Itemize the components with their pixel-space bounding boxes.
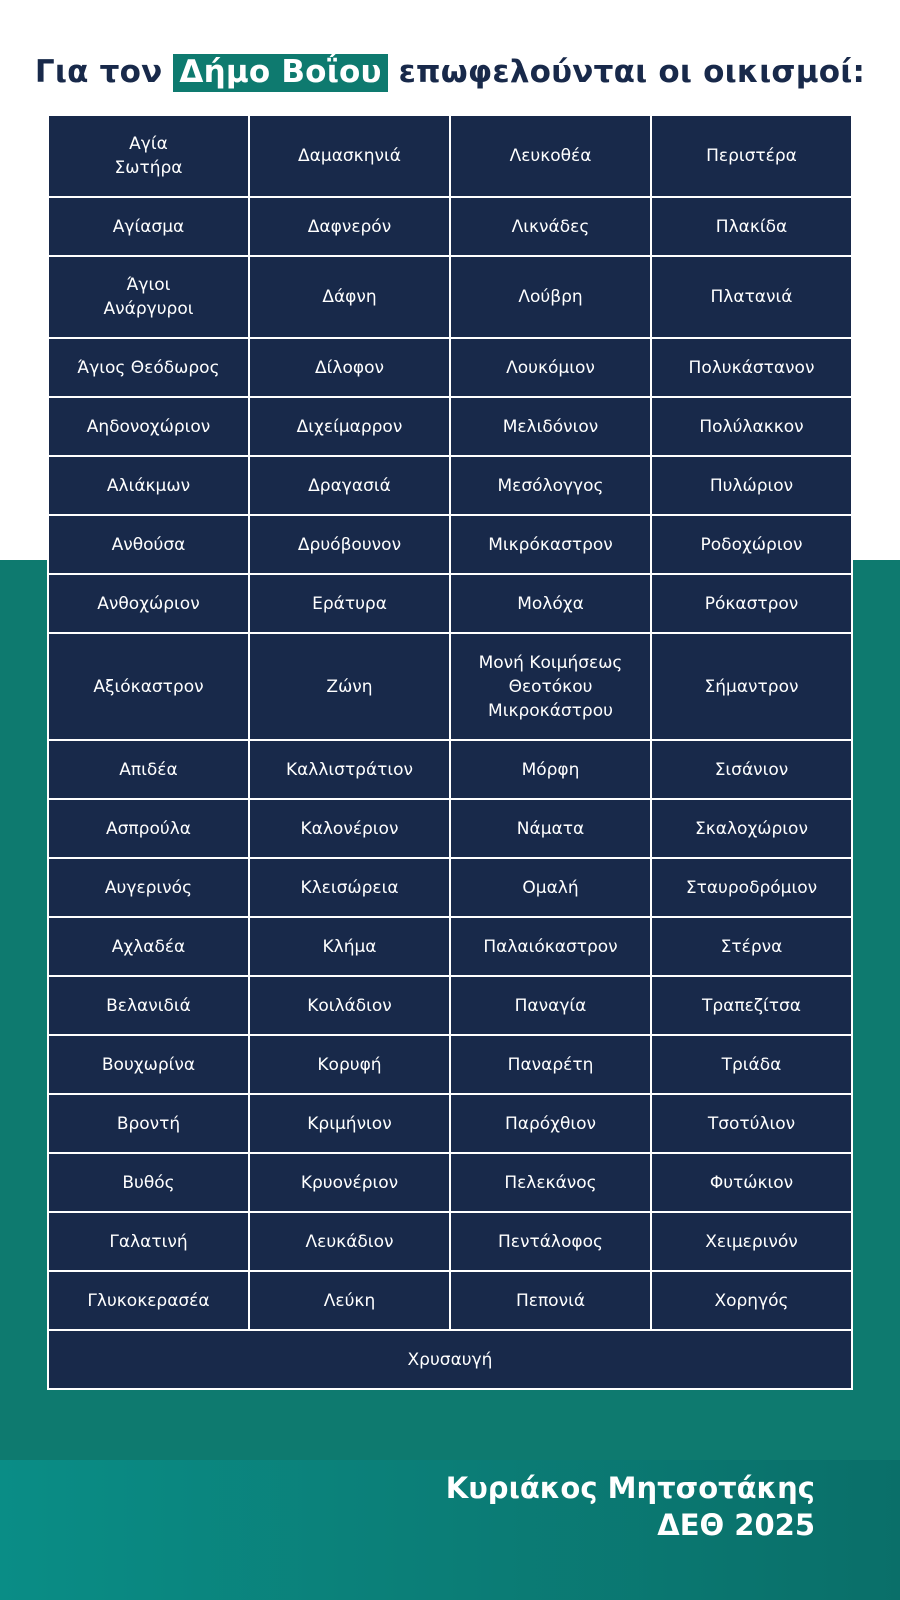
table-cell: Λουκόμιον: [450, 338, 651, 397]
table-cell: Αγίασμα: [48, 197, 249, 256]
table-cell: Πλακίδα: [651, 197, 852, 256]
table-cell: Ομαλή: [450, 858, 651, 917]
table-cell: Ζώνη: [249, 633, 450, 740]
table-cell: Διχείμαρρον: [249, 397, 450, 456]
table-cell: Μεσόλογγος: [450, 456, 651, 515]
table-cell: Δάφνη: [249, 256, 450, 338]
table-row: [48, 976, 852, 1035]
table-cell: Αγία Σωτήρα: [48, 115, 249, 197]
footer-signature: [446, 1470, 815, 1544]
table-cell: Καλλιστράτιον: [249, 740, 450, 799]
table-row: [48, 917, 852, 976]
table-cell: Απιδέα: [48, 740, 249, 799]
table-row: [48, 799, 852, 858]
table-row: [48, 115, 852, 197]
table-cell: Παναγία: [450, 976, 651, 1035]
table-cell: Λικνάδες: [450, 197, 651, 256]
table-cell: Χειμερινόν: [651, 1212, 852, 1271]
table-cell: Ανθοχώριον: [48, 574, 249, 633]
table-row: [48, 256, 852, 338]
table-cell: Τριάδα: [651, 1035, 852, 1094]
table-row: [48, 1035, 852, 1094]
table-cell: Σκαλοχώριον: [651, 799, 852, 858]
table-cell: Λούβρη: [450, 256, 651, 338]
table-row: [48, 633, 852, 740]
table-cell: Φυτώκιον: [651, 1153, 852, 1212]
table-cell: Πλατανιά: [651, 256, 852, 338]
table-cell: Αλιάκμων: [48, 456, 249, 515]
table-cell: Τραπεζίτσα: [651, 976, 852, 1035]
table-cell: Αυγερινός: [48, 858, 249, 917]
table-cell: Δραγασιά: [249, 456, 450, 515]
table-cell: Δαμασκηνιά: [249, 115, 450, 197]
table-cell: Δρυόβουνον: [249, 515, 450, 574]
table-cell: Περιστέρα: [651, 115, 852, 197]
table-cell: Άγιοι Ανάργυροι: [48, 256, 249, 338]
table-cell: Δαφνερόν: [249, 197, 450, 256]
table-cell: Κοιλάδιον: [249, 976, 450, 1035]
table-cell: Σήμαντρον: [651, 633, 852, 740]
table-cell: Κλήμα: [249, 917, 450, 976]
table-row: [48, 456, 852, 515]
table-cell: Μελιδόνιον: [450, 397, 651, 456]
table-cell: Λευκάδιον: [249, 1212, 450, 1271]
table-row: [48, 515, 852, 574]
table-cell: Αξιόκαστρον: [48, 633, 249, 740]
table-row: [48, 858, 852, 917]
footer-name: Κυριάκος Μητσοτάκης: [445, 1471, 815, 1505]
table-cell: Πεντάλοφος: [450, 1212, 651, 1271]
table-row: [48, 338, 852, 397]
table-cell: Άγιος Θεόδωρος: [48, 338, 249, 397]
table-cell: Γλυκοκερασέα: [48, 1271, 249, 1330]
table-row: [48, 1153, 852, 1212]
table-cell: Κρυονέριον: [249, 1153, 450, 1212]
table-cell: Πεπονιά: [450, 1271, 651, 1330]
table-cell: Τσοτύλιον: [651, 1094, 852, 1153]
table-cell: Δίλοφον: [249, 338, 450, 397]
table-row: [48, 574, 852, 633]
table-cell: Πελεκάνος: [450, 1153, 651, 1212]
table-cell-full-width: Χρυσαυγή: [48, 1330, 852, 1389]
table-cell: Παρόχθιον: [450, 1094, 651, 1153]
table-cell: Εράτυρα: [249, 574, 450, 633]
title-prefix: Για τον: [34, 54, 163, 90]
table-row: [48, 397, 852, 456]
table-cell: Χορηγός: [651, 1271, 852, 1330]
table-cell: Κλεισώρεια: [249, 858, 450, 917]
table-cell: Καλονέριον: [249, 799, 450, 858]
title-highlight: Δήμο Βοΐου: [173, 54, 387, 92]
table-cell: Νάματα: [450, 799, 651, 858]
settlements-table: [47, 114, 853, 1390]
table-cell: Μολόχα: [450, 574, 651, 633]
table-row: [48, 1271, 852, 1330]
table-cell: Πυλώριον: [651, 456, 852, 515]
table-cell: Λευκοθέα: [450, 115, 651, 197]
table-cell: Ασπρούλα: [48, 799, 249, 858]
table-row: [48, 1094, 852, 1153]
title-suffix: επωφελούνται οι οικισμοί:: [398, 54, 866, 90]
table-cell: Μονή Κοιμήσεως Θεοτόκου Μικροκάστρου: [450, 633, 651, 740]
table-row: [48, 1212, 852, 1271]
table-cell: Γαλατινή: [48, 1212, 249, 1271]
table-cell: Ρόκαστρον: [651, 574, 852, 633]
table-cell: Παναρέτη: [450, 1035, 651, 1094]
table-cell: Στέρνα: [651, 917, 852, 976]
table-cell: Βελανιδιά: [48, 976, 249, 1035]
table-row-last: [48, 1330, 852, 1389]
table-cell: Βυθός: [48, 1153, 249, 1212]
table-row: [48, 740, 852, 799]
table-cell: Πολύλακκον: [651, 397, 852, 456]
table-cell: Ανθούσα: [48, 515, 249, 574]
table-cell: Αηδονοχώριον: [48, 397, 249, 456]
table-cell: Ροδοχώριον: [651, 515, 852, 574]
table-row: [48, 197, 852, 256]
table-cell: Αχλαδέα: [48, 917, 249, 976]
table-cell: Βροντή: [48, 1094, 249, 1153]
page-title: [0, 54, 900, 90]
table-cell: Κριμήνιον: [249, 1094, 450, 1153]
table-cell: Μικρόκαστρον: [450, 515, 651, 574]
table-cell: Βουχωρίνα: [48, 1035, 249, 1094]
table-cell: Λεύκη: [249, 1271, 450, 1330]
table-cell: Παλαιόκαστρον: [450, 917, 651, 976]
footer-event: ΔΕΘ 2025: [657, 1508, 815, 1542]
table-cell: Σισάνιον: [651, 740, 852, 799]
table-cell: Μόρφη: [450, 740, 651, 799]
table-cell: Κορυφή: [249, 1035, 450, 1094]
table-cell: Σταυροδρόμιον: [651, 858, 852, 917]
table-cell: Πολυκάστανον: [651, 338, 852, 397]
